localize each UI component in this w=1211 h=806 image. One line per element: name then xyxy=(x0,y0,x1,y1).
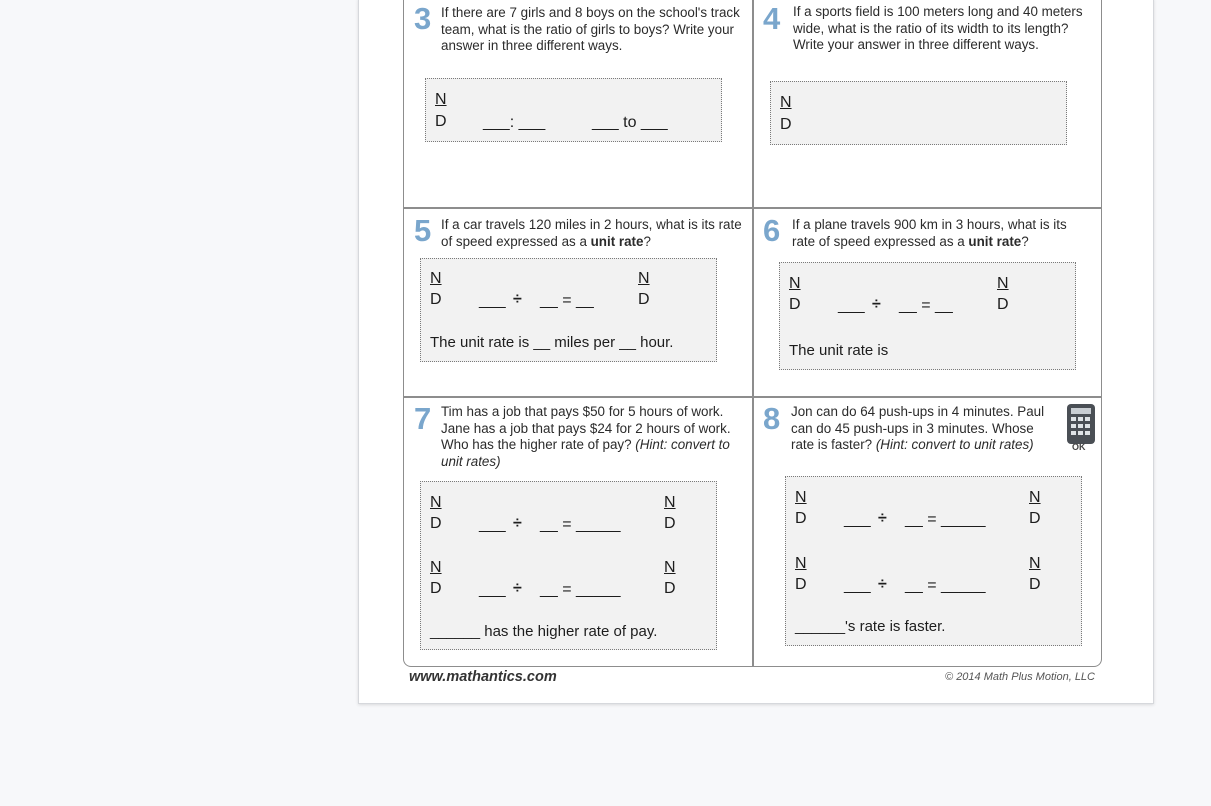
question-text xyxy=(441,404,733,470)
blank-1: ___ xyxy=(838,297,865,314)
numerator-label: N xyxy=(795,555,807,572)
question-6 xyxy=(753,209,1101,396)
answer-sentence: ______'s rate is faster. xyxy=(795,618,946,635)
question-text-end: ? xyxy=(643,233,651,249)
blank-1: ___ xyxy=(844,577,871,594)
divide-sign: ÷ xyxy=(878,510,887,527)
blank-2: __ = _____ xyxy=(905,511,986,528)
answer-sentence: ______ has the higher rate of pay. xyxy=(430,623,658,640)
blank-1: ___ xyxy=(844,511,871,528)
denominator-label: D xyxy=(638,291,650,308)
colon-ratio-blank: ___: ___ xyxy=(483,114,546,131)
question-8 xyxy=(753,398,1101,666)
question-3 xyxy=(404,0,752,207)
denominator-label: D xyxy=(1029,576,1041,593)
question-5 xyxy=(404,209,752,396)
question-number: 5 xyxy=(414,213,432,248)
calculator-icon xyxy=(1066,404,1096,454)
answer-box xyxy=(420,258,717,362)
denominator-label: D xyxy=(780,116,792,133)
question-hint: (Hint: convert to unit rates) xyxy=(441,437,730,469)
question-number: 7 xyxy=(414,401,432,436)
denominator-label: D xyxy=(795,576,807,593)
numerator-label: N xyxy=(1029,489,1041,506)
numerator-label: N xyxy=(430,270,442,287)
numerator-label: N xyxy=(789,275,801,292)
question-text-part: If a plane travels 900 km in 3 hours, what is its rate of speed expressed as a xyxy=(792,217,1067,249)
to-ratio-blank: ___ to ___ xyxy=(592,114,668,131)
divide-sign: ÷ xyxy=(513,291,522,308)
unit-rate-sentence: The unit rate is xyxy=(789,342,889,359)
question-number: 4 xyxy=(763,1,781,36)
blank-2: __ = _____ xyxy=(540,581,621,598)
answer-box xyxy=(779,262,1076,370)
numerator-label: N xyxy=(664,494,676,511)
footer-website: www.mathantics.com xyxy=(409,669,557,685)
blank-1: ___ xyxy=(479,581,506,598)
question-text xyxy=(792,217,1092,250)
numerator-label: N xyxy=(997,275,1009,292)
answer-box xyxy=(770,81,1067,145)
question-hint: (Hint: convert to unit rates) xyxy=(875,437,1034,452)
denominator-label: D xyxy=(997,296,1009,313)
denominator-label: D xyxy=(664,580,676,597)
question-7 xyxy=(404,398,752,666)
question-number: 8 xyxy=(763,401,781,436)
calculator-label: OK xyxy=(1072,442,1086,452)
question-text: If there are 7 girls and 8 boys on the school's track team, what is the ratio of girls to boys? Write your answer in three different ways. xyxy=(441,5,740,53)
question-text-bold: unit rate xyxy=(590,233,644,249)
blank-2: __ = __ xyxy=(899,297,953,314)
question-number: 6 xyxy=(763,213,781,248)
question-grid xyxy=(403,0,1102,667)
denominator-label: D xyxy=(795,510,807,527)
divide-sign: ÷ xyxy=(513,515,522,532)
question-text xyxy=(791,404,1053,454)
numerator-label: N xyxy=(1029,555,1041,572)
blank-1: ___ xyxy=(479,516,506,533)
question-text-bold: unit rate xyxy=(968,233,1022,249)
question-4 xyxy=(753,0,1101,207)
denominator-label: D xyxy=(430,515,442,532)
blank-2: __ = __ xyxy=(540,292,594,309)
footer-copyright: © 2014 Math Plus Motion, LLC xyxy=(945,671,1095,683)
denominator-label: D xyxy=(430,291,442,308)
question-number: 3 xyxy=(414,1,432,36)
divide-sign: ÷ xyxy=(513,580,522,597)
question-text-part: Jon can do 64 push-ups in 4 minutes. Paul can do 45 push-ups in 3 minutes. Whose rate is faster? xyxy=(791,404,1045,452)
worksheet-page xyxy=(358,0,1154,704)
numerator-label: N xyxy=(430,494,442,511)
denominator-label: D xyxy=(430,580,442,597)
numerator-label: N xyxy=(638,270,650,287)
numerator-label: N xyxy=(780,94,792,111)
numerator-label: N xyxy=(795,489,807,506)
denominator-label: D xyxy=(664,515,676,532)
numerator-label: N xyxy=(664,559,676,576)
unit-rate-sentence: The unit rate is __ miles per __ hour. xyxy=(430,334,674,351)
question-text-part: If a car travels 120 miles in 2 hours, what is its rate of speed expressed as a xyxy=(441,217,742,249)
answer-box xyxy=(420,481,717,650)
answer-box xyxy=(785,476,1082,646)
question-text-part: Tim has a job that pays $50 for 5 hours of work. Jane has a job that pays $24 for 2 hours of work. Who has the higher rate of pay? xyxy=(441,404,731,452)
question-text-end: ? xyxy=(1021,233,1029,249)
question-text: If a sports field is 100 meters long and 40 meters wide, what is the ratio of its width to its length? Write your answer in three different ways. xyxy=(793,4,1083,52)
divide-sign: ÷ xyxy=(872,296,881,313)
question-text xyxy=(441,217,747,250)
divide-sign: ÷ xyxy=(878,576,887,593)
blank-2: __ = _____ xyxy=(540,516,621,533)
answer-box xyxy=(425,78,722,142)
blank-2: __ = _____ xyxy=(905,577,986,594)
denominator-label: D xyxy=(435,113,447,130)
numerator-label: N xyxy=(430,559,442,576)
numerator-label: N xyxy=(435,91,447,108)
denominator-label: D xyxy=(789,296,801,313)
blank-1: ___ xyxy=(479,292,506,309)
denominator-label: D xyxy=(1029,510,1041,527)
